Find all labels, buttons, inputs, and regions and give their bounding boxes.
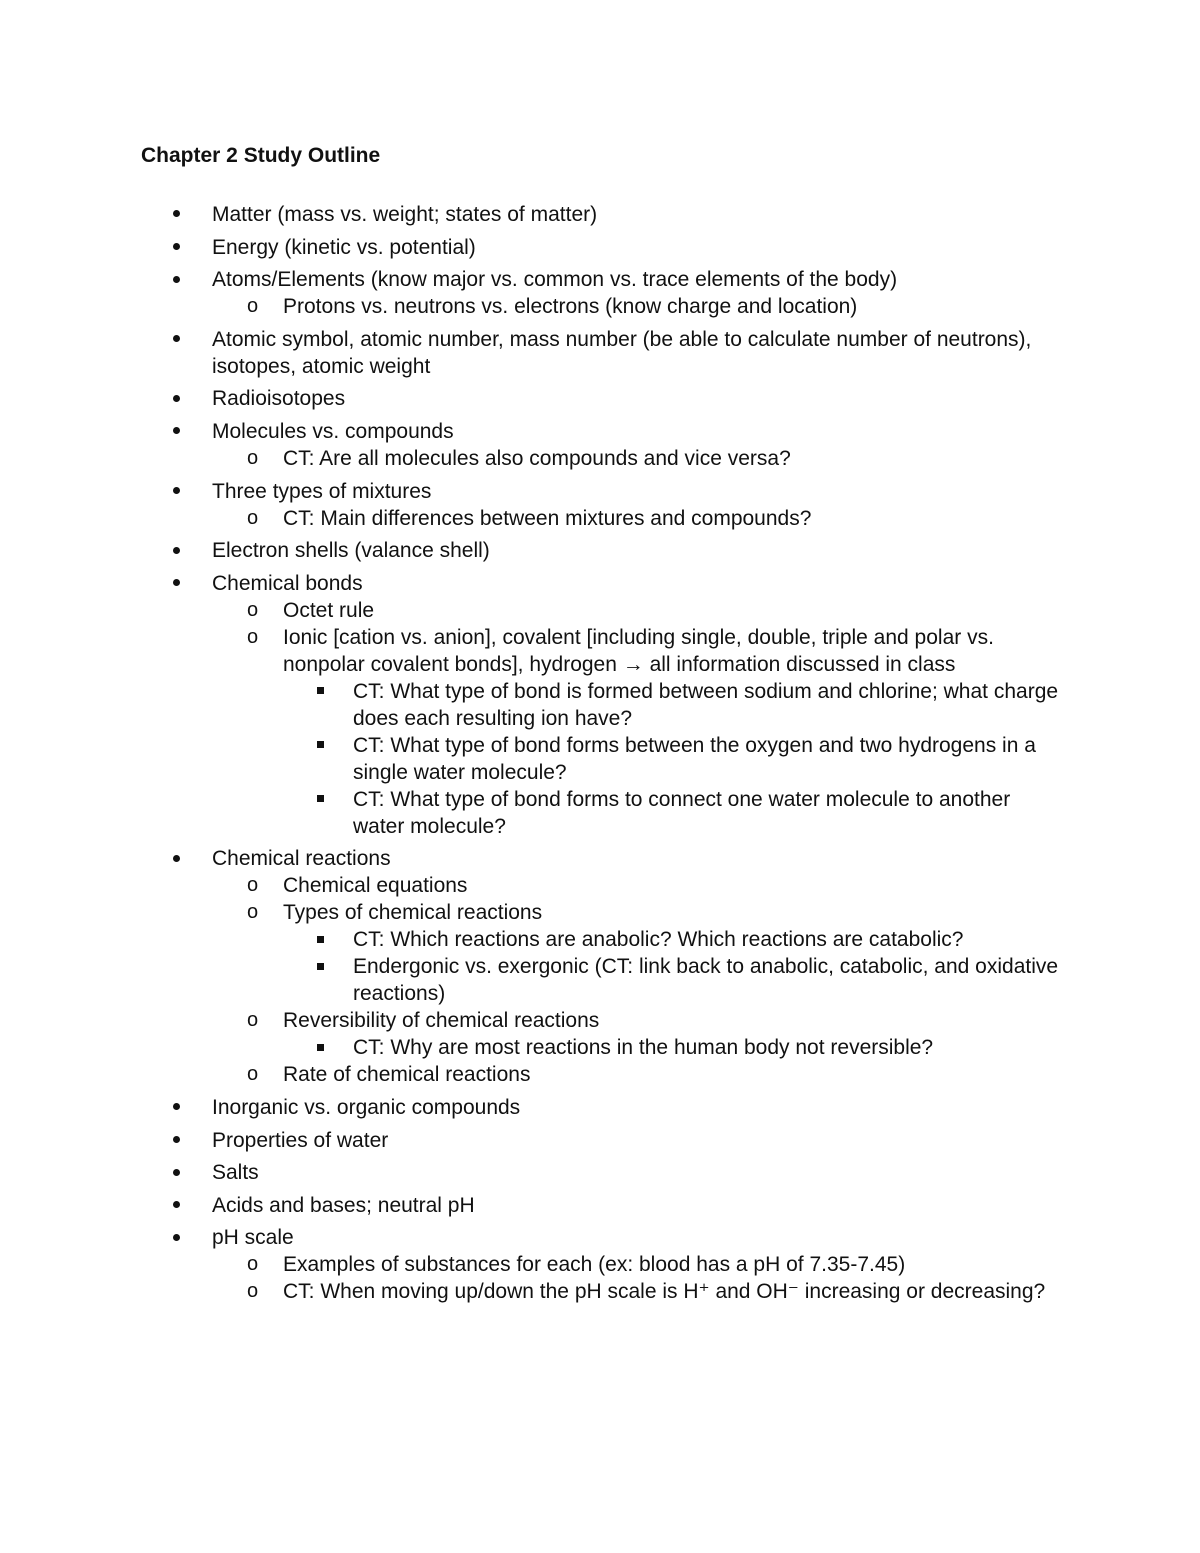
outline-item-level-2 [0,293,1063,320]
bullet-square-icon [317,963,324,970]
bullet-dot-icon [173,335,180,342]
bullet-dot-icon [173,570,189,597]
outline-item-text: Matter (mass vs. weight; states of matter) [212,203,598,226]
outline-item-text: Ionic [cation vs. anion], covalent [including single, double, triple and polar vs. nonpolar covalent bonds], hydrogen → all information discussed in class [283,625,994,676]
outline-item-level-1 [0,326,1062,380]
bullet-dot-icon [173,537,189,564]
bullet-dot-icon [173,395,180,402]
outline-item-text: CT: Main differences between mixtures and compounds? [283,506,812,530]
outline-item-text: CT: Are all molecules also compounds and vice versa? [283,446,791,470]
bullet-dot-icon [173,1103,180,1110]
outline-item-level-1 [0,1094,1062,1121]
bullet-dot-icon [173,418,189,445]
bullet-dot-icon [173,266,189,293]
bullet-circle-icon: o [247,625,259,648]
bullet-circle-icon: o [247,295,259,318]
bullet-dot-icon [173,478,189,505]
bullet-dot-icon [173,276,180,283]
outline-item-text: CT: What type of bond forms between the oxygen and two hydrogens in a single water molecule? [353,733,1036,784]
outline-item-level-2 [0,1061,1063,1088]
outline-item-level-2 [0,624,1063,678]
outline-item-text: Salts [212,1161,259,1185]
bullet-dot-icon [173,1234,180,1241]
bullet-dot-icon [173,845,189,872]
outline-item-level-3 [0,1034,1063,1061]
outline-item-level-2 [0,597,1063,624]
bullet-dot-icon [173,243,180,250]
bullet-dot-icon [173,547,180,554]
outline-item-text: CT: Which reactions are anabolic? Which reactions are catabolic? [353,928,964,952]
outline-item-text: Acids and bases; neutral pH [212,1193,475,1217]
bullet-circle-icon: o [247,1009,259,1032]
bullet-square-icon [317,732,324,759]
outline-item-level-3 [0,732,1063,786]
outline-item-text: Octet rule [283,598,375,622]
outline-item-text: Types of chemical reactions [283,901,543,925]
outline-item-text: Chemical reactions [212,847,391,871]
outline-item-level-1 [0,234,1062,261]
outline-item-level-1 [0,1127,1062,1154]
bullet-dot-icon [173,1094,189,1121]
outline-item-level-1 [0,537,1062,564]
outline-item-level-2 [0,1278,1063,1305]
outline-item-level-3 [0,926,1063,953]
outline-item-text: Atomic symbol, atomic number, mass number (be able to calculate number of neutrons), isotopes, atomic weight [212,327,1032,378]
outline-item-text: Properties of water [212,1128,389,1152]
outline-item-level-2 [0,1251,1063,1278]
bullet-circle-icon: o [247,1253,259,1276]
bullet-circle-icon: o [247,598,259,621]
outline-item-text: Examples of substances for each (ex: blood has a pH of 7.35-7.45) [283,1253,906,1277]
outline-item-level-1 [0,266,1062,293]
outline-item-level-1 [0,201,1062,228]
bullet-square-icon [317,795,324,802]
outline-item-level-2 [0,1007,1063,1034]
outline-item-level-3 [0,678,1063,732]
outline-item-text: Reversibility of chemical reactions [283,1009,600,1033]
bullet-dot-icon [173,427,180,434]
bullet-circle-icon: o [247,874,259,897]
bullet-dot-icon [173,1136,180,1143]
outline-item-level-1 [0,1159,1062,1186]
bullet-square-icon [317,926,324,953]
bullet-circle-icon: o [247,901,259,924]
outline-item-text: pH scale [212,1226,294,1250]
bullet-dot-icon [173,487,180,494]
outline-item-level-3 [0,953,1063,1007]
outline-item-level-2 [0,505,1063,532]
outline-item-level-3 [0,786,1063,840]
outline-item-level-1 [0,845,1062,872]
outline-item-level-1 [0,1192,1062,1219]
outline-item-level-1 [0,385,1062,412]
bullet-dot-icon [173,1201,180,1208]
outline-item-level-1 [0,1224,1062,1251]
bullet-square-icon [317,786,324,813]
outline-item-level-2 [0,872,1063,899]
bullet-dot-icon [173,1169,180,1176]
bullet-dot-icon [173,385,189,412]
outline-item-text: Radioisotopes [212,387,346,411]
bullet-dot-icon [173,234,189,261]
outline-item-text: Three types of mixtures [212,479,432,503]
outline-item-text: Endergonic vs. exergonic (CT: link back to anabolic, catabolic, and oxidative reactions) [353,955,1059,1006]
bullet-circle-icon: o [247,506,259,529]
page-title: Chapter 2 Study Outline [141,144,381,167]
outline-item-level-1 [0,570,1062,597]
bullet-circle-icon: o [247,1280,259,1303]
bullet-dot-icon [173,1224,189,1251]
study-outline-list [0,201,1200,1305]
bullet-square-icon [317,741,324,748]
outline-item-level-2 [0,445,1063,472]
bullet-square-icon [317,678,324,705]
bullet-square-icon [317,1044,324,1051]
bullet-dot-icon [173,210,180,217]
bullet-dot-icon [173,855,180,862]
outline-item-text: Protons vs. neutrons vs. electrons (know charge and location) [283,295,858,319]
bullet-dot-icon [173,579,180,586]
outline-item-text: CT: When moving up/down the pH scale is H⁺ and OH⁻ increasing or decreasing? [283,1280,1046,1304]
bullet-dot-icon [173,1192,189,1219]
bullet-square-icon [317,1034,324,1061]
outline-item-text: Electron shells (valance shell) [212,539,490,563]
outline-item-text: Atoms/Elements (know major vs. common vs. trace elements of the body) [212,268,898,292]
bullet-dot-icon [173,201,189,228]
outline-item-text: CT: Why are most reactions in the human body not reversible? [353,1036,934,1060]
outline-item-level-2 [0,899,1063,926]
bullet-circle-icon: o [247,1063,259,1086]
outline-item-text: Energy (kinetic vs. potential) [212,235,476,259]
bullet-circle-icon: o [247,446,259,469]
bullet-square-icon [317,953,324,980]
bullet-square-icon [317,936,324,943]
outline-item-level-1 [0,478,1062,505]
bullet-dot-icon [173,1127,189,1154]
bullet-square-icon [317,687,324,694]
outline-item-text: Chemical bonds [212,571,363,595]
outline-item-text: Molecules vs. compounds [212,419,454,443]
outline-item-text: Rate of chemical reactions [283,1063,531,1087]
outline-item-text: Chemical equations [283,874,468,898]
bullet-dot-icon [173,326,189,353]
bullet-dot-icon [173,1159,189,1186]
outline-item-level-1 [0,418,1062,445]
outline-item-text: CT: What type of bond forms to connect one water molecule to another water molecule? [353,787,1011,838]
outline-item-text: Inorganic vs. organic compounds [212,1095,521,1119]
outline-item-text: CT: What type of bond is formed between sodium and chlorine; what charge does each resulting ion have? [353,679,1059,730]
